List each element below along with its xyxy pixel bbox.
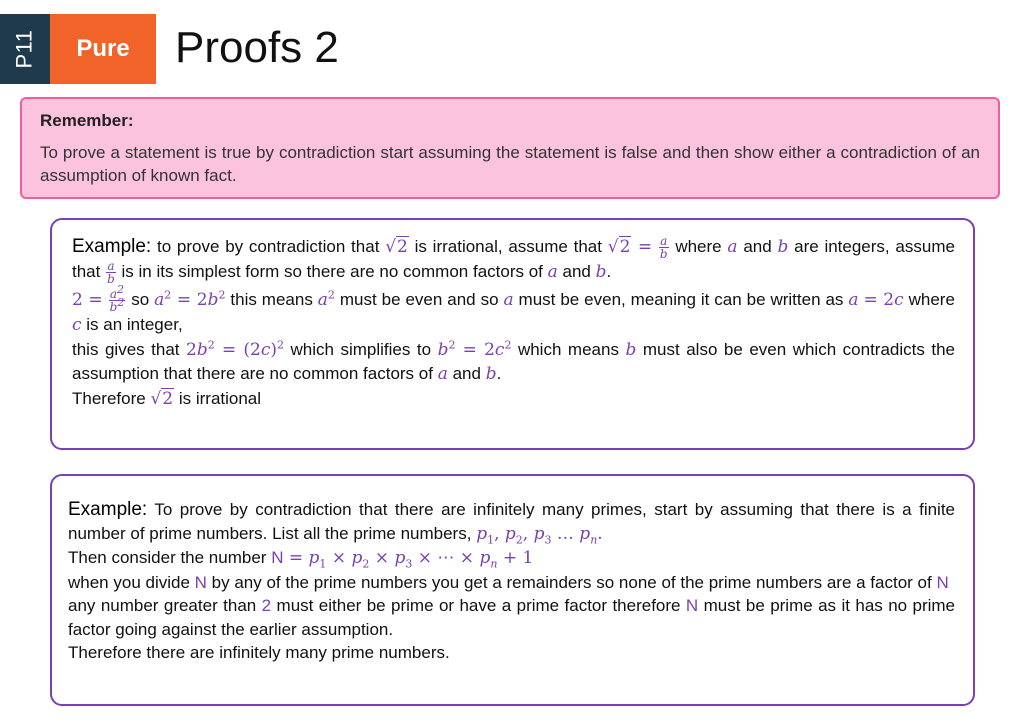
math-frac-a-b-2: $\frac{a}{b}$ <box>107 259 115 287</box>
remember-heading: Remember: <box>40 111 134 130</box>
example-sqrt2-para1: Example: to prove by contradiction that √2 is irrational, assume that √2 = $\frac{a}{b}$ where a and b are integers, assume that $\frac{a}{b}$ is in its simplest form so there are no common factors of a and b. <box>72 234 955 287</box>
topic-code: P11 <box>11 29 37 69</box>
topic-code-tab <box>0 14 50 84</box>
math-sqrt2: √2 <box>385 237 408 257</box>
example-primes-para3: when you divide N by any of the prime numbers you get a remainders so none of the prime numbers are a factor of N <box>68 572 949 592</box>
example-sqrt2-conclusion: Therefore √2 is irrational <box>72 388 262 409</box>
example-primes-para2: Then consider the number $N = p_1 \times p_2 \times p_3$ × ⋯ × $p_n + 1$ <box>68 548 534 571</box>
example-primes-conclusion: Therefore there are infinitely many prime numbers. <box>68 643 450 662</box>
math-2-eq-frac: 2 = <box>72 290 103 311</box>
page-title: Proofs 2 <box>175 23 339 72</box>
example-label: Example: <box>68 499 148 520</box>
example-primes-box <box>50 474 975 706</box>
math-frac-a-b: $\frac{a}{b}$ <box>659 234 668 262</box>
example-sqrt2-box <box>50 218 975 450</box>
example-primes-para1: Example: To prove by contradiction that there are infinitely many primes, start by assuming that there is a finite number of prime numbers. List all the prime numbers, $p_1$, $p_2$, $p_3$ … $p_n$. <box>68 499 956 546</box>
remember-text: To prove a statement is true by contradiction start assuming the statement is false and then show either a contradiction of an assumption of known fact. <box>40 143 980 185</box>
example-label: Example: <box>72 236 152 257</box>
example-primes-para4: any number greater than 2 must either be prime or have a prime factor therefore N must be prime as it has no prime factor going against the earlier assumption. <box>68 596 956 639</box>
topic-tab <box>50 14 156 84</box>
example-sqrt2-para2: 2 = $\frac{a^2}{b^2}$ so $a^2 = 2b^2$ this means $a^2$ must be even and so a must be even, meaning it can be written as a = 2c where c is an integer, <box>72 283 955 336</box>
remember-box <box>20 97 1000 199</box>
topic-label: Pure <box>76 35 130 62</box>
math-sqrt2-eq: √2 = <box>607 237 653 257</box>
example-sqrt2-para3: this gives that $2b^2 = (2c)^2$ which simplifies to $b^2 = 2c^2$ which means b must also be even which contradicts the assumption that there are no common factors of a and b. <box>72 337 955 385</box>
